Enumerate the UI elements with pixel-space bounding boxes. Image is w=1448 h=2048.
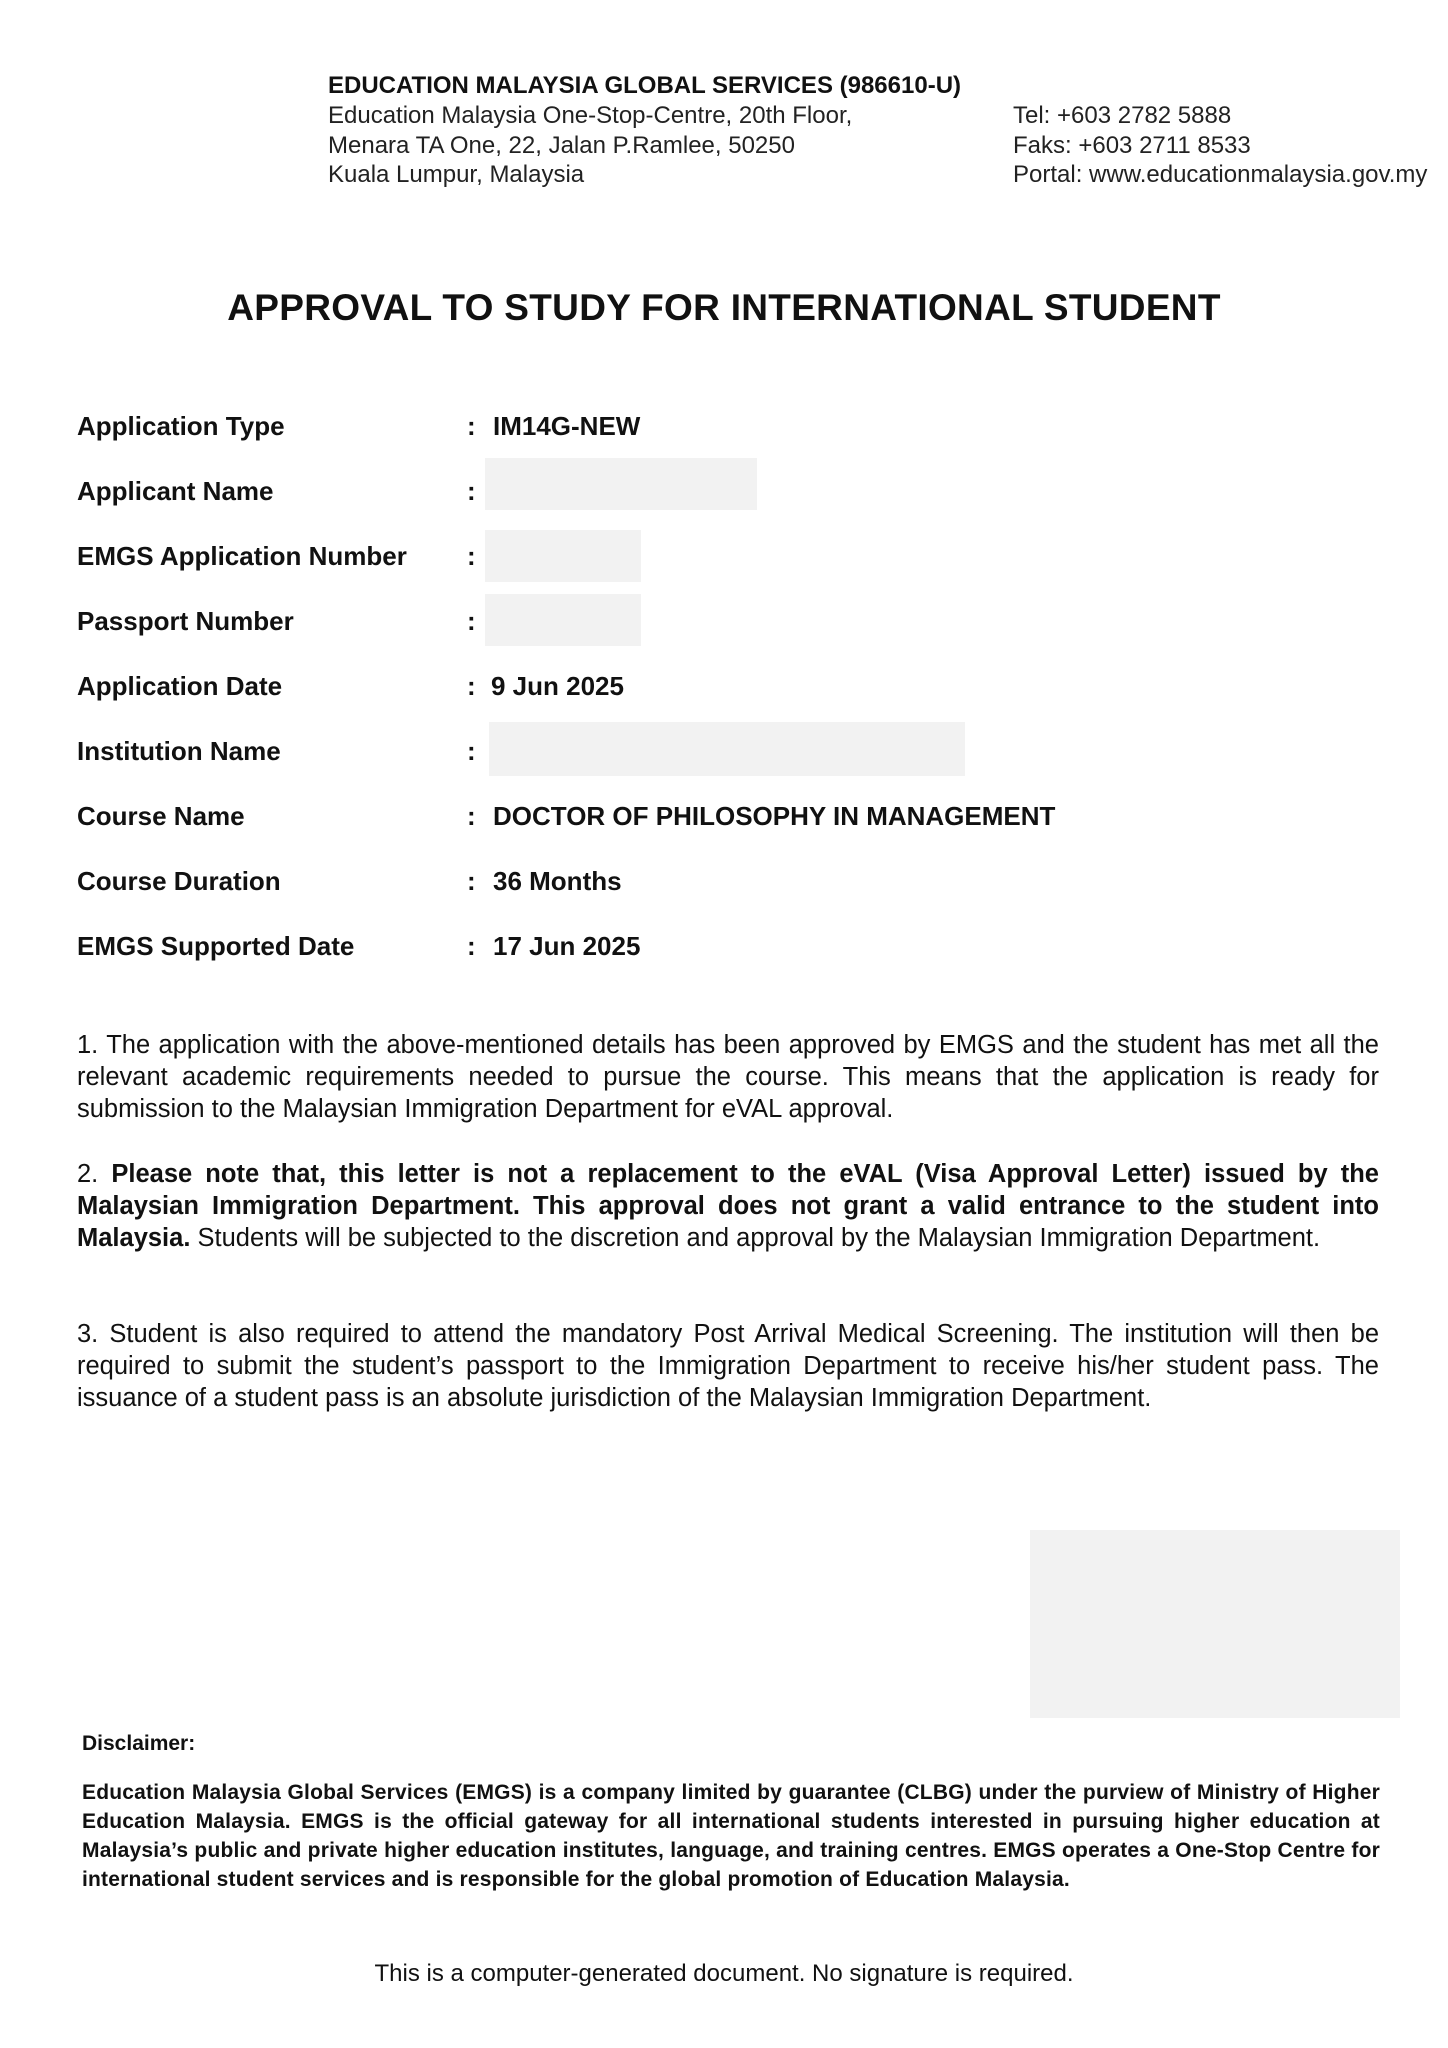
address-line-3: Kuala Lumpur, Malaysia <box>328 161 585 188</box>
detail-colon: : <box>467 931 476 961</box>
detail-colon: : <box>467 736 476 766</box>
paragraph-1: 1. The application with the above-mentioned details has been approved by EMGS and the student has met all the relevant academic requirements needed to pursue the course. This means that the application is ready for submission to the Malaysian Immigration Department for eVAL approval. <box>77 1031 1379 1123</box>
detail-row-application-date <box>77 665 1377 705</box>
redacted-institution-name <box>489 722 965 776</box>
contact-portal: Portal: www.educationmalaysia.gov.my <box>1013 161 1428 188</box>
detail-colon: : <box>467 476 476 506</box>
address-line-1: Education Malaysia One-Stop-Centre, 20th Floor, <box>328 102 853 129</box>
detail-label: Passport Number <box>77 606 294 636</box>
redacted-passport-number <box>485 594 641 646</box>
detail-colon: : <box>467 541 476 571</box>
detail-row-course-duration <box>77 860 1377 900</box>
detail-label: Applicant Name <box>77 476 274 506</box>
detail-colon: : <box>467 801 476 831</box>
contact-fax: Faks: +603 2711 8533 <box>1013 132 1251 159</box>
detail-colon: : <box>467 606 476 636</box>
paragraph-2-bold: Please note that, this letter is not a replacement to the eVAL (Visa Approval Letter) issued by the Malaysian Immigration Department. This approval does not grant a valid entrance to the student into Malaysia. <box>77 1160 1379 1252</box>
detail-row-passport-number <box>77 600 1377 640</box>
disclaimer-body: Education Malaysia Global Services (EMGS) is a company limited by guarantee (CLBG) under the purview of Ministry of Higher Education Malaysia. EMGS is the official gateway for all international students interested in pursuing higher education at Malaysia’s public and private higher education institutes, language, and training centres. EMGS operates a One-Stop Centre for international student services and is responsible for the global promotion of Education Malaysia. <box>82 1781 1380 1891</box>
org-name: EDUCATION MALAYSIA GLOBAL SERVICES (986610-U) <box>328 72 962 99</box>
redacted-stamp-area <box>1030 1530 1400 1718</box>
address-line-2: Menara TA One, 22, Jalan P.Ramlee, 50250 <box>328 132 795 159</box>
paragraph-2-rest: Students will be subjected to the discretion and approval by the Malaysian Immigration Department. <box>190 1224 1321 1252</box>
detail-value: DOCTOR OF PHILOSOPHY IN MANAGEMENT <box>493 801 1056 831</box>
redacted-application-number <box>485 530 641 582</box>
detail-label: Application Date <box>77 671 283 701</box>
detail-label: EMGS Application Number <box>77 541 407 571</box>
detail-colon: : <box>467 866 476 896</box>
detail-value: 9 Jun 2025 <box>491 671 624 701</box>
detail-row-emgs-supported-date <box>77 925 1377 965</box>
detail-row-emgs-application-number <box>77 535 1377 575</box>
detail-value: 17 Jun 2025 <box>493 931 641 961</box>
detail-label: Institution Name <box>77 736 281 766</box>
detail-label: EMGS Supported Date <box>77 931 355 961</box>
detail-label: Course Duration <box>77 866 281 896</box>
disclaimer-title: Disclaimer: <box>82 1732 196 1755</box>
contact-tel: Tel: +603 2782 5888 <box>1013 102 1232 129</box>
footer-note: This is a computer-generated document. No signature is required. <box>374 1960 1074 1987</box>
detail-label: Course Name <box>77 801 245 831</box>
redacted-applicant-name <box>485 458 757 510</box>
document-title: APPROVAL TO STUDY FOR INTERNATIONAL STUDENT <box>227 287 1221 328</box>
detail-value: IM14G-NEW <box>493 411 641 441</box>
detail-row-application-type <box>77 405 1377 445</box>
detail-colon: : <box>467 411 476 441</box>
paragraph-2 <box>77 1158 1379 1254</box>
detail-colon: : <box>467 671 476 701</box>
detail-row-course-name <box>77 795 1377 835</box>
paragraph-3: 3. Student is also required to attend the mandatory Post Arrival Medical Screening. The institution will then be required to submit the student’s passport to the Immigration Department to receive his/her student pass. The issuance of a student pass is an absolute jurisdiction of the Malaysian Immigration Department. <box>77 1320 1379 1412</box>
detail-label: Application Type <box>77 411 285 441</box>
paragraph-2-number: 2. <box>77 1160 112 1188</box>
detail-value: 36 Months <box>493 866 622 896</box>
